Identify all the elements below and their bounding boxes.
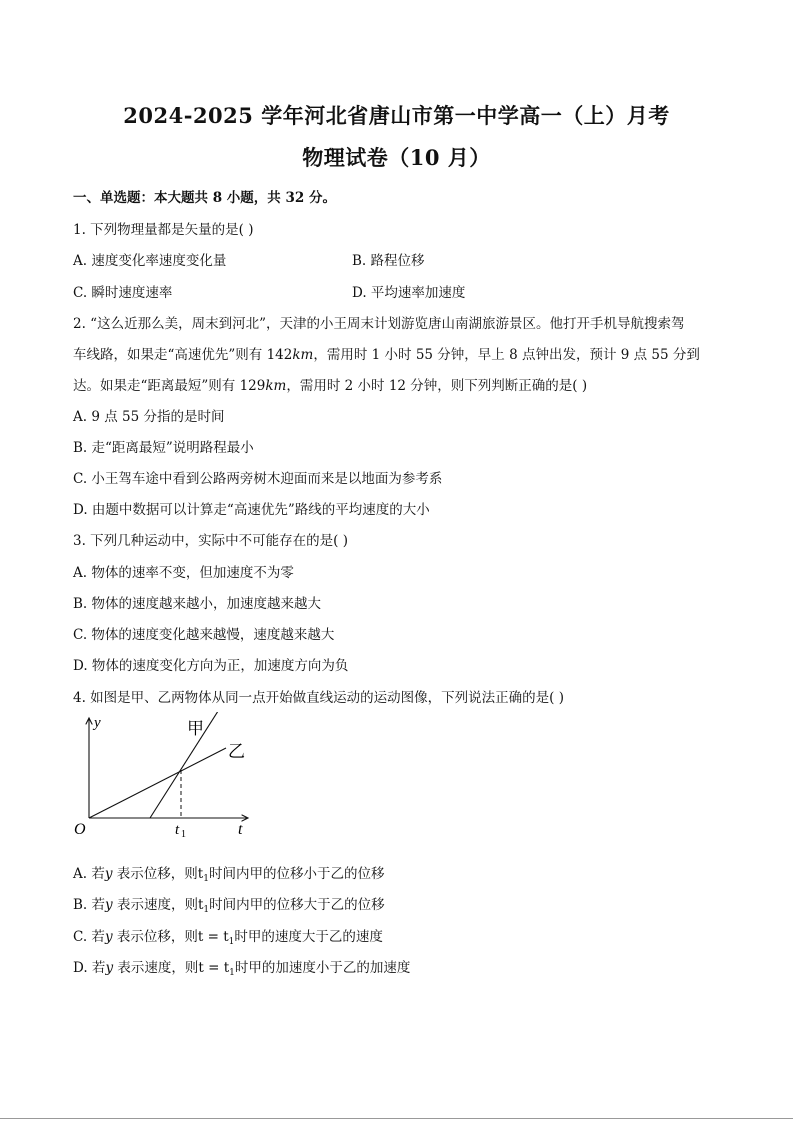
q4-text: D. 若 — [73, 960, 106, 976]
subscript: 1 — [203, 874, 209, 884]
q1-stem: 1. 下列物理量都是矢量的是( ) — [73, 222, 254, 238]
exam-title-line1: 2024-2025 学年河北省唐山市第一中学高一（上）月考 — [123, 103, 670, 128]
q4-text: C. 若 — [73, 929, 105, 945]
equation: t = t — [197, 929, 229, 945]
q1-option-b: B. 路程位移 — [352, 253, 425, 269]
q1-option-c: C. 瞬时速度速率 — [73, 285, 173, 301]
q4-text: 时甲的加速度小于乙的加速度 — [234, 960, 411, 976]
label-yi: 乙 — [228, 742, 245, 762]
q2-text: 车线路，如果走“高速优先”则有 142 — [73, 347, 293, 363]
q4-text: 时甲的速度大于乙的速度 — [234, 929, 383, 945]
subscript: 1 — [229, 968, 235, 978]
q2-stem-line3 — [73, 374, 587, 394]
q2-text: ，需用时 2 小时 12 分钟，则下列判断正确的是( ) — [286, 378, 588, 394]
exam-title-line2: 物理试卷（10 月） — [302, 145, 491, 170]
q2-option-d: D. 由题中数据可以计算走“高速优先”路线的平均速度的大小 — [73, 502, 430, 518]
q4-text: 表示位移，则 — [112, 866, 198, 882]
q4-text: 时间内甲的位移小于乙的位移 — [208, 866, 385, 882]
var-y: y — [104, 929, 113, 945]
q1-option-d: D. 平均速率加速度 — [352, 285, 466, 301]
line-yi — [89, 748, 226, 818]
q4-text: B. 若 — [73, 897, 106, 913]
q4-option-a — [73, 862, 384, 884]
q2-option-c: C. 小王驾车途中看到公路两旁树木迎面而来是以地面为参考系 — [73, 471, 443, 487]
q4-text: 表示速度，则 — [113, 960, 199, 976]
equation: t = t — [198, 960, 230, 976]
q2-text: ，需用时 1 小时 55 分钟，早上 8 点钟出发，预计 9 点 55 分到 — [313, 347, 700, 363]
q3-option-b: B. 物体的速度越来越小，加速度越来越大 — [73, 596, 322, 612]
origin-label: O — [74, 821, 86, 838]
q3-option-a: A. 物体的速率不变，但加速度不为零 — [73, 565, 294, 581]
q2-stem-line1: 2. “这么近那么美，周末到河北”，天津的小王周末计划游览唐山南湖旅游景区。他打开手机导航搜索驾 — [73, 316, 685, 332]
q4-text: 时间内甲的位移大于乙的位移 — [209, 897, 385, 913]
q4-text: 表示位移，则 — [112, 929, 198, 945]
subscript: 1 — [228, 937, 235, 947]
q4-text: 表示速度，则 — [112, 897, 198, 913]
x-axis-label: t — [238, 821, 243, 838]
line-jia — [150, 712, 220, 818]
q4-option-b — [73, 893, 385, 915]
var-t: t — [197, 897, 204, 913]
y-axis-label: y — [94, 715, 101, 731]
q4-option-c — [73, 925, 383, 947]
var-y: y — [105, 897, 113, 913]
q3-option-c: C. 物体的速度变化越来越慢，速度越来越大 — [73, 627, 335, 643]
q4-stem: 4. 如图是甲、乙两物体从同一点开始做直线运动的运动图像，下列说法正确的是( ) — [73, 690, 564, 706]
q2-option-b: B. 走“距离最短”说明路程最小 — [73, 440, 254, 456]
q3-option-d: D. 物体的速度变化方向为正，加速度方向为负 — [73, 658, 349, 674]
t1-subscript: 1 — [181, 829, 186, 840]
unit-km: km — [292, 347, 314, 363]
q4-option-d — [73, 956, 410, 978]
unit-km: km — [265, 378, 287, 394]
subscript: 1 — [203, 905, 210, 915]
var-t: t — [197, 866, 204, 882]
q2-text: 达。如果走“距离最短”则有 129 — [73, 378, 266, 394]
q2-option-a: A. 9 点 55 分指的是时间 — [73, 409, 225, 425]
var-y: y — [104, 866, 113, 882]
q3-stem: 3. 下列几种运动中，实际中不可能存在的是( ) — [73, 533, 348, 549]
section-heading: 一、单选题：本大题共 8 小题，共 32 分。 — [73, 190, 336, 206]
q1-option-a: A. 速度变化率速度变化量 — [73, 253, 227, 269]
page-bottom-rule — [0, 1118, 793, 1119]
t1-label: t — [175, 822, 180, 838]
q2-stem-line2 — [73, 343, 700, 363]
q4-text: A. 若 — [73, 866, 105, 882]
var-y: y — [105, 960, 114, 976]
motion-graph — [72, 712, 262, 842]
label-jia: 甲 — [187, 719, 204, 739]
